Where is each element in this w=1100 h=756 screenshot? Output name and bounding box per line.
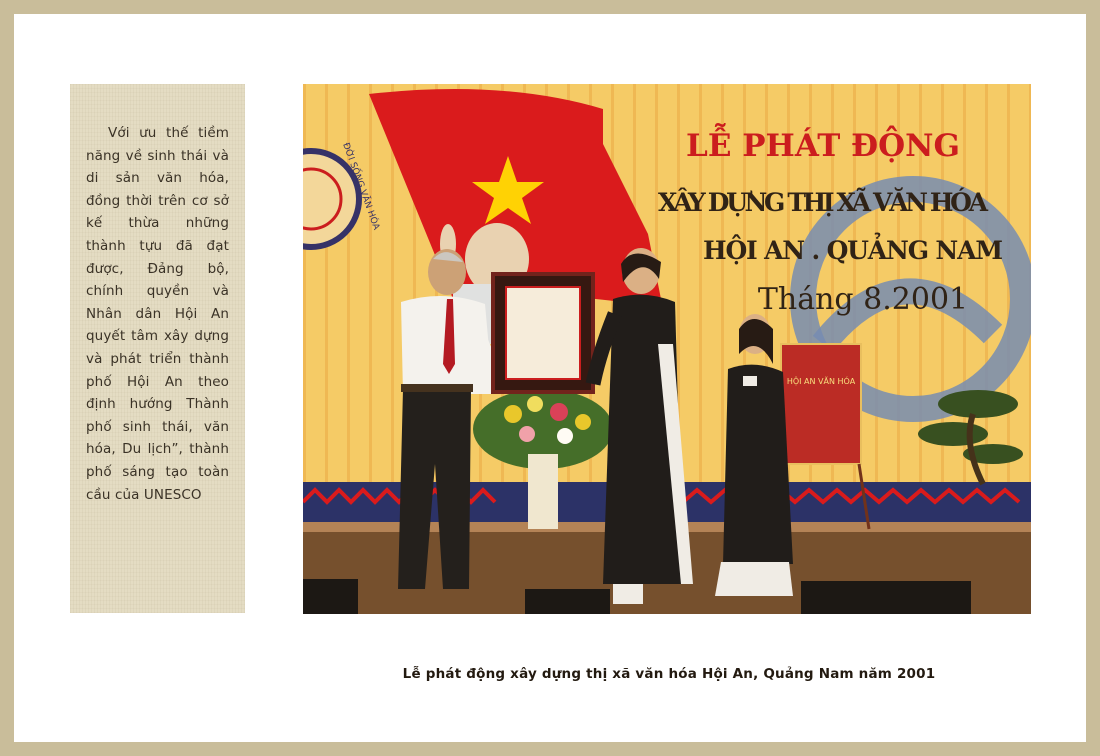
photo-caption: Lễ phát động xây dựng thị xã văn hóa Hội An, Quảng Nam năm 2001: [402, 666, 936, 682]
event-photo: [303, 84, 1031, 614]
page-background: [14, 14, 1086, 742]
event-photo-illustration: [303, 84, 1031, 614]
sidebar-text-panel: [70, 84, 245, 613]
sidebar-paragraph: Với ưu thế tiềm năng về sinh thái và di sản văn hóa, đồng thời trên cơ sở kế thừa những thành tựu đã đạt được, Đảng bộ, chính quyền và Nhân dân Hội An quyết tâm xây dựng và phát triển thành phố Hội An theo định hướng Thành phố sinh thái, văn hóa, Du lịch”, thành phố sáng tạo toàn cầu của UNESCO: [86, 125, 229, 503]
